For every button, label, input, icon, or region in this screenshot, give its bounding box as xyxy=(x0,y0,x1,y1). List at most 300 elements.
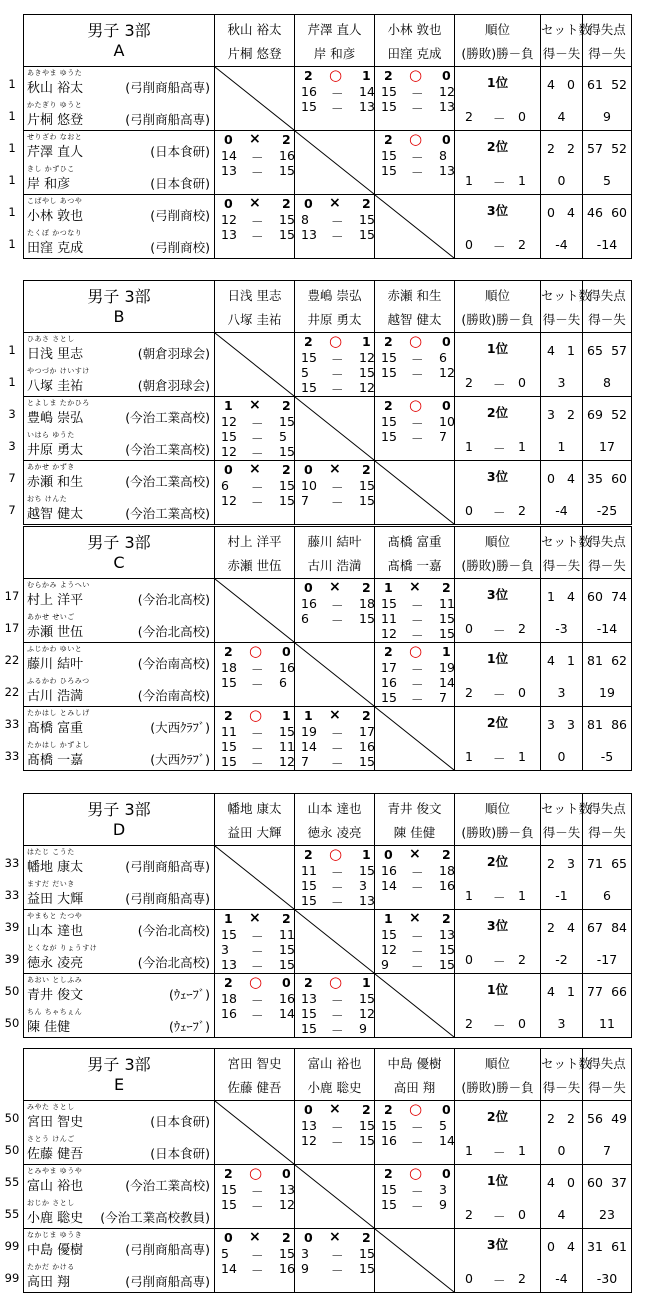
match-score-cell xyxy=(215,397,295,461)
points-for: 81 xyxy=(587,653,603,668)
game-points-against: 5 xyxy=(279,429,287,444)
game-score xyxy=(215,754,294,769)
match-score-cell xyxy=(295,846,375,910)
sets-won: 2 xyxy=(384,68,393,83)
game-points-for: 15 xyxy=(381,84,397,99)
header-label: 得失点 xyxy=(588,288,626,303)
dash: － xyxy=(411,628,424,643)
player-affiliation: (ｳｪｰﾌﾞ) xyxy=(168,987,210,1002)
rank-cell xyxy=(455,1101,541,1165)
points-cell xyxy=(583,333,632,397)
group-letter: E xyxy=(113,1075,125,1094)
opponent-name: 赤瀬 和生 xyxy=(387,288,442,303)
rank-cell xyxy=(455,910,541,974)
game-score xyxy=(295,596,374,611)
dash: － xyxy=(411,416,424,431)
game-points-for: 15 xyxy=(221,927,237,942)
game-points-for: 5 xyxy=(221,1246,229,1261)
sets-for: 3 xyxy=(547,717,555,732)
game-score xyxy=(375,1197,454,1212)
seed-number: 17 xyxy=(4,589,20,603)
match-score-cell xyxy=(215,643,295,707)
result-mark: ○ xyxy=(329,973,343,991)
win-loss xyxy=(455,1207,540,1223)
opponent-name: 高田 翔 xyxy=(393,1080,436,1095)
game-points-for: 12 xyxy=(221,493,237,508)
player-affiliation: (弓削商船高専) xyxy=(125,1242,210,1257)
game-points-for: 15 xyxy=(301,380,317,395)
points-against: 57 xyxy=(611,343,627,358)
game-points-against: 16 xyxy=(439,878,455,893)
game-points-for: 15 xyxy=(381,1118,397,1133)
sets-won: 2 xyxy=(384,398,393,413)
match-summary xyxy=(375,132,454,148)
seed-number: 22 xyxy=(4,685,20,699)
dash: － xyxy=(493,111,506,126)
game-points-against: 13 xyxy=(439,99,455,114)
player-affiliation: (今治北高校) xyxy=(137,923,210,938)
group-letter: D xyxy=(112,820,126,839)
game-points-against: 9 xyxy=(439,1197,447,1212)
rank-header xyxy=(455,527,541,579)
game-score xyxy=(295,611,374,626)
sets-won: 2 xyxy=(304,68,313,83)
player-name: 徳永 凌亮 xyxy=(27,956,84,971)
sets-cell xyxy=(541,67,583,131)
dash: － xyxy=(411,101,424,116)
game-score xyxy=(295,754,374,769)
game-points-for: 13 xyxy=(301,227,317,242)
points-for: 81 xyxy=(587,717,603,732)
game-points-for: 18 xyxy=(221,991,237,1006)
game-points-for: 15 xyxy=(221,1197,237,1212)
dash: － xyxy=(493,175,506,190)
self-match-cell xyxy=(215,579,295,643)
header-label: 得－失 xyxy=(588,825,626,840)
self-match-cell xyxy=(375,974,455,1038)
dash: － xyxy=(411,1135,424,1150)
set-difference: 3 xyxy=(557,685,566,700)
dash: － xyxy=(251,1184,264,1199)
set-difference: 0 xyxy=(557,749,566,764)
name-reading: はたじ こうた xyxy=(27,848,75,856)
match-score-cell xyxy=(215,195,295,259)
dash: － xyxy=(331,1248,344,1263)
game-points-for: 16 xyxy=(381,675,397,690)
opponent-header xyxy=(215,281,295,333)
points-header xyxy=(583,15,632,67)
game-points-against: 7 xyxy=(439,429,447,444)
group-title-cell xyxy=(24,1049,215,1101)
game-points-for: 11 xyxy=(301,863,317,878)
sets-lost: 0 xyxy=(442,132,451,147)
sets-against: 4 xyxy=(567,1239,575,1254)
points-for: 71 xyxy=(587,856,603,871)
sets-won: 2 xyxy=(224,644,233,659)
game-score xyxy=(215,414,294,429)
point-difference: 6 xyxy=(603,888,611,903)
wins: 2 xyxy=(465,375,473,390)
game-score xyxy=(295,227,374,242)
match-score-cell xyxy=(215,707,295,771)
sets-won: 0 xyxy=(224,1230,233,1245)
diagonal-line xyxy=(375,707,454,770)
match-summary xyxy=(375,580,454,596)
game-points-for: 15 xyxy=(301,1021,317,1036)
rank-value: 3位 xyxy=(486,1237,509,1252)
dash: － xyxy=(331,1263,344,1278)
wins: 1 xyxy=(465,888,473,903)
seed-number: 55 xyxy=(4,1207,20,1221)
sets-won: 2 xyxy=(384,334,393,349)
game-score xyxy=(295,1118,374,1133)
game-score xyxy=(375,99,454,114)
match-summary xyxy=(295,1230,374,1246)
header-label: 得－失 xyxy=(542,558,581,573)
wins: 1 xyxy=(465,749,473,764)
point-difference: 9 xyxy=(603,109,611,124)
sets-won: 2 xyxy=(384,1102,393,1117)
match-score-cell xyxy=(375,579,455,643)
sets-lost: 0 xyxy=(282,975,291,990)
name-reading: みやた さとし xyxy=(27,1103,75,1111)
rank-value: 1位 xyxy=(486,651,509,666)
sets-cell xyxy=(541,707,583,771)
game-points-against: 15 xyxy=(279,444,295,459)
game-points-against: 15 xyxy=(359,227,375,242)
dash: － xyxy=(251,944,264,959)
match-summary xyxy=(215,462,294,478)
points-header xyxy=(583,527,632,579)
opponent-name: 陳 佳健 xyxy=(393,825,436,840)
seed-number: 7 xyxy=(8,503,16,517)
losses: 0 xyxy=(518,375,526,390)
match-score-cell xyxy=(215,974,295,1038)
points-cell xyxy=(583,1101,632,1165)
match-summary xyxy=(215,708,294,724)
game-points-against: 15 xyxy=(359,991,375,1006)
group-letter: C xyxy=(113,553,125,572)
game-points-for: 13 xyxy=(221,163,237,178)
sets-lost: 0 xyxy=(282,644,291,659)
seed-number: 39 xyxy=(4,952,20,966)
group-title: 男子 3部 xyxy=(87,1055,151,1074)
sets-for: 0 xyxy=(547,205,555,220)
diagonal-line xyxy=(375,461,454,524)
rank-header xyxy=(455,794,541,846)
pair-row xyxy=(24,1101,632,1165)
game-score xyxy=(215,942,294,957)
game-score xyxy=(215,148,294,163)
seed-number: 3 xyxy=(8,439,16,453)
game-score xyxy=(375,927,454,942)
match-score-cell xyxy=(295,707,375,771)
game-points-for: 11 xyxy=(221,724,237,739)
match-summary xyxy=(375,68,454,84)
opponent-name: 赤瀬 世伍 xyxy=(227,558,282,573)
points-against: 84 xyxy=(611,920,627,935)
game-points-against: 15 xyxy=(279,163,295,178)
header-label: 得－失 xyxy=(542,312,581,327)
sets-lost: 2 xyxy=(362,462,371,477)
sets-lost: 2 xyxy=(282,132,291,147)
sets-lost: 2 xyxy=(282,911,291,926)
player-name: 高田 翔 xyxy=(27,1275,71,1290)
game-score xyxy=(375,878,454,893)
sets-lost: 2 xyxy=(282,398,291,413)
set-difference: -2 xyxy=(555,952,568,967)
game-points-against: 14 xyxy=(359,84,375,99)
game-points-for: 15 xyxy=(301,893,317,908)
self-match-cell xyxy=(295,131,375,195)
dash: － xyxy=(251,756,264,771)
dash: － xyxy=(493,1145,506,1160)
set-difference: -4 xyxy=(555,237,568,252)
rank-cell xyxy=(455,333,541,397)
dash: － xyxy=(411,880,424,895)
game-points-for: 15 xyxy=(381,596,397,611)
game-score xyxy=(375,957,454,972)
game-points-against: 15 xyxy=(279,478,295,493)
sets-cell xyxy=(541,846,583,910)
match-score-cell xyxy=(215,1229,295,1293)
dash: － xyxy=(331,352,344,367)
player-name: 井原 勇太 xyxy=(27,443,84,458)
sets-won: 2 xyxy=(384,132,393,147)
losses: 0 xyxy=(518,685,526,700)
pair-row xyxy=(24,195,632,259)
points-against: 61 xyxy=(611,1239,627,1254)
game-points-for: 16 xyxy=(381,863,397,878)
player-name: 髙橋 富重 xyxy=(27,721,84,736)
sets-cell xyxy=(541,1229,583,1293)
dash: － xyxy=(411,1120,424,1135)
match-summary xyxy=(375,1166,454,1182)
points-header xyxy=(583,281,632,333)
dash: － xyxy=(251,480,264,495)
game-score xyxy=(375,596,454,611)
seed-number: 1 xyxy=(8,237,16,251)
opponent-name: 越智 健太 xyxy=(387,312,442,327)
win-loss xyxy=(455,1143,540,1159)
dash: － xyxy=(331,598,344,613)
result-mark: × xyxy=(409,579,421,595)
points-header xyxy=(583,794,632,846)
set-difference: -4 xyxy=(555,503,568,518)
game-points-for: 9 xyxy=(301,1261,309,1276)
sets-header xyxy=(541,1049,592,1101)
opponent-name: 日浅 里志 xyxy=(227,288,282,303)
points-cell xyxy=(583,1229,632,1293)
game-points-against: 18 xyxy=(439,863,455,878)
dash: － xyxy=(411,431,424,446)
losses: 0 xyxy=(518,1016,526,1031)
name-reading: あかせ かずき xyxy=(27,463,75,471)
pair-row xyxy=(24,131,632,195)
game-points-for: 3 xyxy=(301,1246,309,1261)
player-affiliation: (弓削商船高専) xyxy=(125,859,210,874)
group-letter: A xyxy=(113,41,125,60)
point-difference: -30 xyxy=(596,1271,618,1286)
losses: 1 xyxy=(518,749,526,764)
game-points-against: 15 xyxy=(279,227,295,242)
game-points-against: 8 xyxy=(439,148,447,163)
rank-cell xyxy=(455,846,541,910)
player-name: 越智 健太 xyxy=(27,507,84,522)
opponent-header xyxy=(375,527,455,579)
game-points-for: 15 xyxy=(381,163,397,178)
game-points-for: 15 xyxy=(221,675,237,690)
wins: 1 xyxy=(465,1143,473,1158)
player-affiliation: (今治工業高校) xyxy=(125,1178,210,1193)
sets-against: 0 xyxy=(567,1175,575,1190)
game-points-for: 7 xyxy=(301,493,309,508)
seed-number: 50 xyxy=(4,1111,20,1125)
game-points-for: 13 xyxy=(221,227,237,242)
game-points-for: 14 xyxy=(221,148,237,163)
match-score-cell xyxy=(375,333,455,397)
opponent-name: 髙橋 一嘉 xyxy=(387,558,442,573)
player-affiliation: (今治北高校) xyxy=(137,592,210,607)
losses: 2 xyxy=(518,621,526,636)
dash: － xyxy=(251,929,264,944)
game-points-against: 15 xyxy=(279,1246,295,1261)
header-label: (勝敗)勝－負 xyxy=(461,1080,534,1095)
match-score-cell xyxy=(295,974,375,1038)
win-loss xyxy=(455,503,540,519)
losses: 1 xyxy=(518,439,526,454)
sets-cell xyxy=(541,643,583,707)
name-reading: かたぎり ゆうと xyxy=(27,101,83,109)
dash: － xyxy=(331,895,344,910)
game-points-for: 17 xyxy=(381,660,397,675)
dash: － xyxy=(251,1248,264,1263)
group-title-cell xyxy=(24,527,215,579)
pair-cell xyxy=(24,910,215,974)
wins: 2 xyxy=(465,685,473,700)
sets-won: 1 xyxy=(224,398,233,413)
points-against: 65 xyxy=(611,856,627,871)
group-letter: B xyxy=(113,307,125,326)
sets-won: 0 xyxy=(224,132,233,147)
game-score xyxy=(215,1261,294,1276)
opponent-name: 富山 裕也 xyxy=(307,1056,362,1071)
match-summary xyxy=(375,847,454,863)
match-summary xyxy=(215,644,294,660)
result-mark: ○ xyxy=(249,642,263,660)
sets-lost: 0 xyxy=(282,1166,291,1181)
sets-lost: 2 xyxy=(362,708,371,723)
dash: － xyxy=(411,959,424,974)
point-difference: -25 xyxy=(596,503,618,518)
game-score xyxy=(215,444,294,459)
game-points-against: 11 xyxy=(439,596,455,611)
match-score-cell xyxy=(215,461,295,525)
points-for: 31 xyxy=(587,1239,603,1254)
result-mark: ○ xyxy=(409,642,423,660)
self-match-cell xyxy=(215,333,295,397)
header-label: 得－失 xyxy=(588,312,626,327)
points-against: 60 xyxy=(611,205,627,220)
game-points-for: 14 xyxy=(381,878,397,893)
self-match-cell xyxy=(375,1229,455,1293)
match-score-cell xyxy=(215,1165,295,1229)
game-points-for: 16 xyxy=(301,596,317,611)
game-score xyxy=(295,478,374,493)
match-score-cell xyxy=(295,461,375,525)
losses: 0 xyxy=(518,109,526,124)
sets-won: 1 xyxy=(304,708,313,723)
name-reading: とくなが りょうすけ xyxy=(27,944,98,952)
result-mark: × xyxy=(409,910,421,926)
player-name: 日浅 里志 xyxy=(27,347,84,362)
pair-cell xyxy=(24,1101,215,1165)
dash: － xyxy=(493,1273,506,1288)
player-affiliation: (日本食研) xyxy=(150,1114,210,1129)
game-score xyxy=(215,163,294,178)
pair-cell xyxy=(24,333,215,397)
game-score xyxy=(295,878,374,893)
seed-number: 1 xyxy=(8,77,16,91)
dash: － xyxy=(251,993,264,1008)
point-difference: 11 xyxy=(599,1016,615,1031)
player-affiliation: (大西ｸﾗﾌﾞ) xyxy=(150,752,210,767)
game-score xyxy=(295,991,374,1006)
diagonal-line xyxy=(215,579,294,642)
pair-row xyxy=(24,1165,632,1229)
pair-cell xyxy=(24,707,215,771)
self-match-cell xyxy=(215,1101,295,1165)
pair-cell xyxy=(24,974,215,1038)
sets-for: 2 xyxy=(547,141,555,156)
win-loss xyxy=(455,173,540,189)
sets-lost: 2 xyxy=(282,196,291,211)
sets-lost: 1 xyxy=(282,708,291,723)
header-label: 得失点 xyxy=(588,534,626,549)
game-points-against: 12 xyxy=(359,1006,375,1021)
game-score xyxy=(295,212,374,227)
player-affiliation: (今治北高校) xyxy=(137,624,210,639)
pair-row xyxy=(24,974,632,1038)
sets-lost: 2 xyxy=(362,1102,371,1117)
opponent-name: 村上 洋平 xyxy=(227,534,282,549)
game-points-against: 11 xyxy=(279,739,295,754)
player-affiliation: (弓削商船高専) xyxy=(125,891,210,906)
game-points-for: 12 xyxy=(221,444,237,459)
sets-cell xyxy=(541,910,583,974)
result-mark: ○ xyxy=(409,1164,423,1182)
result-mark: ○ xyxy=(409,66,423,84)
match-summary xyxy=(295,847,374,863)
result-mark: ○ xyxy=(249,706,263,724)
win-loss xyxy=(455,685,540,701)
group-title: 男子 3部 xyxy=(87,287,151,306)
result-mark: × xyxy=(329,195,341,211)
sets-for: 0 xyxy=(547,1239,555,1254)
game-score xyxy=(215,493,294,508)
header-label: 順位 xyxy=(484,1056,510,1071)
player-affiliation: (今治南高校) xyxy=(137,688,210,703)
rank-value: 1位 xyxy=(486,1173,509,1188)
result-mark: ○ xyxy=(409,396,423,414)
game-score xyxy=(295,1021,374,1036)
sets-lost: 0 xyxy=(442,68,451,83)
name-reading: むらかみ ようへい xyxy=(27,581,90,589)
self-match-cell xyxy=(375,707,455,771)
player-affiliation: (弓削商校) xyxy=(150,208,210,223)
losses: 2 xyxy=(518,237,526,252)
opponent-name: 益田 大輝 xyxy=(227,825,282,840)
